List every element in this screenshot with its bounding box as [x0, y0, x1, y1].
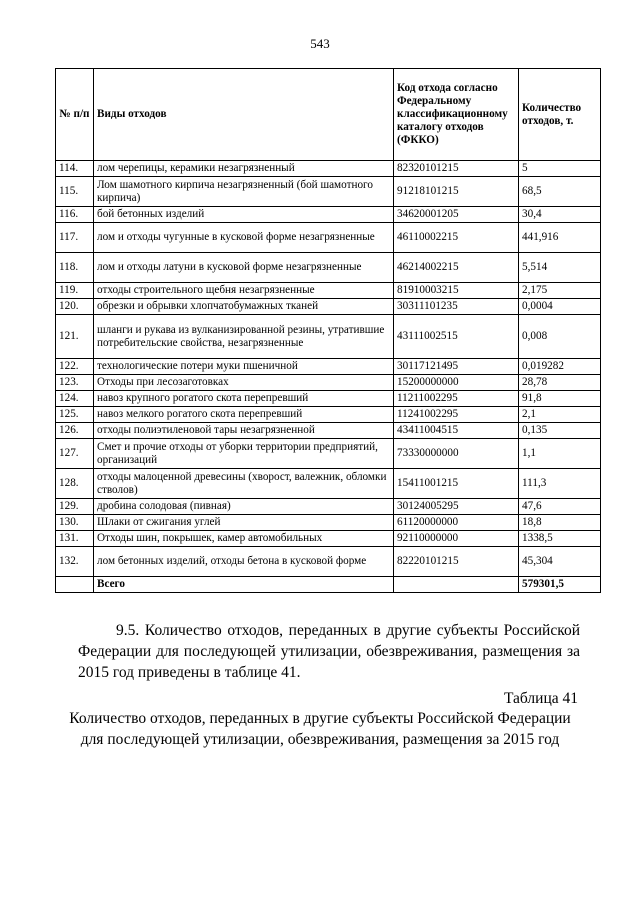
row-num: 125. — [56, 407, 94, 423]
row-waste-code: 43411004515 — [394, 423, 519, 439]
row-quantity: 1,1 — [519, 439, 601, 469]
row-waste-name: лом и отходы латуни в кусковой форме незагрязненные — [94, 253, 394, 283]
table-caption: Количество отходов, переданных в другие субъекты Российской Федерации для последующей утилизации, обезвреживания, размещения за 2015 год — [69, 710, 571, 748]
row-waste-name: лом бетонных изделий, отходы бетона в кусковой форме — [94, 547, 394, 577]
row-quantity: 30,4 — [519, 207, 601, 223]
row-num: 127. — [56, 439, 94, 469]
row-quantity: 0,0004 — [519, 299, 601, 315]
table-row — [56, 547, 601, 577]
waste-table — [55, 68, 601, 593]
row-waste-name: Отходы при лесозаготовках — [94, 375, 394, 391]
table-header-row — [56, 69, 601, 161]
row-waste-code: 15411001215 — [394, 469, 519, 499]
row-num: 119. — [56, 283, 94, 299]
row-waste-code: 30124005295 — [394, 499, 519, 515]
header-waste-code: Код отхода согласно Федеральному классификационному каталогу отходов (ФККО) — [394, 69, 519, 161]
total-label: Всего — [94, 577, 394, 593]
row-quantity: 2,1 — [519, 407, 601, 423]
row-quantity: 68,5 — [519, 177, 601, 207]
row-waste-name: навоз мелкого рогатого скота перепревший — [94, 407, 394, 423]
row-num: 120. — [56, 299, 94, 315]
table-row — [56, 223, 601, 253]
row-quantity: 5,514 — [519, 253, 601, 283]
section-paragraph: 9.5. Количество отходов, переданных в другие субъекты Российской Федерации для последующей утилизации, обезвреживания, размещения за 2015 год приведены в таблице 41. — [78, 622, 580, 681]
row-quantity: 5 — [519, 161, 601, 177]
row-waste-code: 46110002215 — [394, 223, 519, 253]
table-row — [56, 283, 601, 299]
table-label: Таблица 41 — [503, 690, 578, 707]
header-waste-type: Виды отходов — [94, 69, 394, 161]
row-waste-code: 91218101215 — [394, 177, 519, 207]
row-quantity: 1338,5 — [519, 531, 601, 547]
row-num: 116. — [56, 207, 94, 223]
table-row — [56, 299, 601, 315]
table-row — [56, 177, 601, 207]
row-waste-name: технологические потери муки пшеничной — [94, 359, 394, 375]
row-quantity: 0,008 — [519, 315, 601, 359]
row-quantity: 441,916 — [519, 223, 601, 253]
row-waste-name: обрезки и обрывки хлопчатобумажных тканей — [94, 299, 394, 315]
row-waste-name: отходы строительного щебня незагрязненные — [94, 283, 394, 299]
row-waste-name: отходы малоценной древесины (хворост, валежник, обломки стволов) — [94, 469, 394, 499]
table-row — [56, 253, 601, 283]
row-num: 118. — [56, 253, 94, 283]
row-quantity: 28,78 — [519, 375, 601, 391]
row-num: 129. — [56, 499, 94, 515]
table-row — [56, 391, 601, 407]
row-num: 115. — [56, 177, 94, 207]
row-waste-code: 82320101215 — [394, 161, 519, 177]
row-waste-code: 81910003215 — [394, 283, 519, 299]
total-value: 579301,5 — [519, 577, 601, 593]
total-code-cell — [394, 577, 519, 593]
table-row — [56, 499, 601, 515]
row-num: 121. — [56, 315, 94, 359]
row-waste-code: 43111002515 — [394, 315, 519, 359]
row-waste-code: 46214002215 — [394, 253, 519, 283]
total-num-cell — [56, 577, 94, 593]
header-quantity: Количество отходов, т. — [519, 69, 601, 161]
table-row — [56, 407, 601, 423]
row-waste-code: 82220101215 — [394, 547, 519, 577]
row-waste-name: бой бетонных изделий — [94, 207, 394, 223]
row-quantity: 2,175 — [519, 283, 601, 299]
table-row — [56, 315, 601, 359]
row-waste-name: шланги и рукава из вулканизированной резины, утратившие потребительские свойства, незагрязненные — [94, 315, 394, 359]
row-waste-name: Смет и прочие отходы от уборки территории предприятий, организаций — [94, 439, 394, 469]
row-num: 126. — [56, 423, 94, 439]
header-num: № п/п — [56, 69, 94, 161]
row-waste-code: 15200000000 — [394, 375, 519, 391]
row-waste-code: 30117121495 — [394, 359, 519, 375]
row-quantity: 111,3 — [519, 469, 601, 499]
row-waste-code: 73330000000 — [394, 439, 519, 469]
row-waste-code: 92110000000 — [394, 531, 519, 547]
row-num: 128. — [56, 469, 94, 499]
row-quantity: 45,304 — [519, 547, 601, 577]
row-waste-name: дробина солодовая (пивная) — [94, 499, 394, 515]
table-row — [56, 423, 601, 439]
row-quantity: 18,8 — [519, 515, 601, 531]
row-waste-code: 11241002295 — [394, 407, 519, 423]
row-waste-name: лом и отходы чугунные в кусковой форме незагрязненные — [94, 223, 394, 253]
row-num: 131. — [56, 531, 94, 547]
row-waste-code: 34620001205 — [394, 207, 519, 223]
row-quantity: 0,019282 — [519, 359, 601, 375]
row-num: 114. — [56, 161, 94, 177]
table-row — [56, 469, 601, 499]
row-waste-name: отходы полиэтиленовой тары незагрязненной — [94, 423, 394, 439]
row-num: 123. — [56, 375, 94, 391]
row-waste-name: Отходы шин, покрышек, камер автомобильных — [94, 531, 394, 547]
row-waste-code: 30311101235 — [394, 299, 519, 315]
row-num: 124. — [56, 391, 94, 407]
row-waste-code: 11211002295 — [394, 391, 519, 407]
row-quantity: 0,135 — [519, 423, 601, 439]
page-number: 543 — [310, 36, 330, 51]
row-quantity: 47,6 — [519, 499, 601, 515]
row-waste-code: 61120000000 — [394, 515, 519, 531]
table-row — [56, 207, 601, 223]
table-row — [56, 375, 601, 391]
table-total-row — [56, 577, 601, 593]
row-num: 132. — [56, 547, 94, 577]
table-row — [56, 531, 601, 547]
row-num: 122. — [56, 359, 94, 375]
table-row — [56, 359, 601, 375]
table-row — [56, 515, 601, 531]
row-waste-name: Лом шамотного кирпича незагрязненный (бой шамотного кирпича) — [94, 177, 394, 207]
row-waste-name: лом черепицы, керамики незагрязненный — [94, 161, 394, 177]
table-row — [56, 161, 601, 177]
table-row — [56, 439, 601, 469]
row-num: 117. — [56, 223, 94, 253]
row-waste-name: Шлаки от сжигания углей — [94, 515, 394, 531]
row-waste-name: навоз крупного рогатого скота перепревший — [94, 391, 394, 407]
row-num: 130. — [56, 515, 94, 531]
row-quantity: 91,8 — [519, 391, 601, 407]
